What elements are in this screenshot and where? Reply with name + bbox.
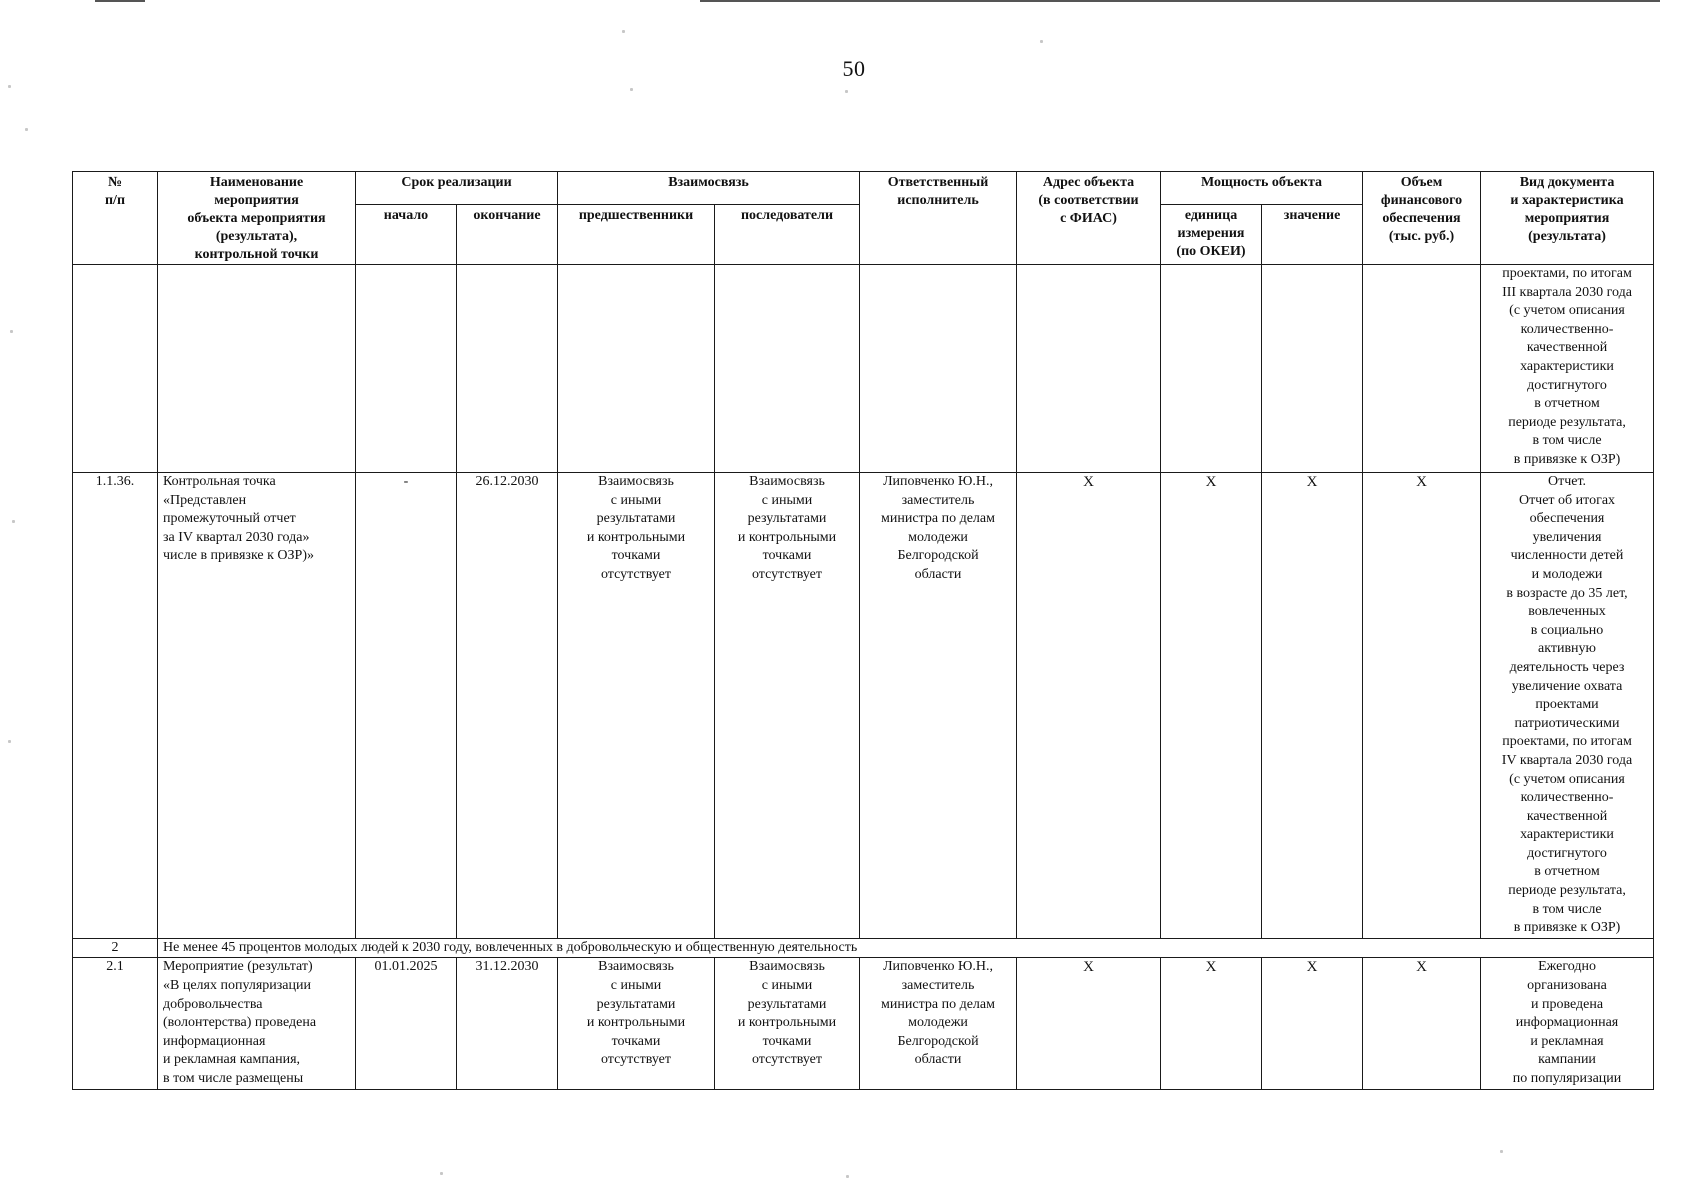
cell-unit: X — [1161, 958, 1262, 1089]
header-doc-type: Вид документа и характеристика мероприятия (результата) — [1481, 172, 1654, 265]
cell-num: 2.1 — [73, 958, 158, 1089]
header-num: № п/п — [73, 172, 158, 265]
header-name: Наименование мероприятия объекта мероприятия (результата), контрольной точки — [158, 172, 356, 265]
cell-finance: X — [1363, 473, 1481, 939]
cell-predecessors: Взаимосвязь с иными результатами и контрольными точками отсутствует — [558, 958, 715, 1089]
header-relation: Взаимосвязь — [558, 172, 860, 205]
header-executor: Ответственный исполнитель — [860, 172, 1017, 265]
table-row-1-1-36 — [73, 473, 1654, 939]
cell-predecessors: Взаимосвязь с иными результатами и контрольными точками отсутствует — [558, 473, 715, 939]
cell-doc: Отчет. Отчет об итогах обеспечения увеличения численности детей и молодежи в возрасте до 35 лет, вовлеченных в социально активную деятельность через увеличение охвата проектами патриотическими проектами, по итогам IV квартала 2030 года (с учетом описания количественно- качественной характеристики достигнутого в отчетном периоде результата, в том числе в привязке к ОЗР) — [1481, 473, 1654, 939]
header-predecessors: предшественники — [558, 205, 715, 265]
table-row-2 — [73, 938, 1654, 958]
cell-name: Мероприятие (результат) «В целях популяризации добровольчества (волонтерства) проведена информационная и рекламная кампания, в том числе размещены — [158, 958, 356, 1089]
cell-successors: Взаимосвязь с иными результатами и контрольными точками отсутствует — [715, 958, 860, 1089]
cell-finance: X — [1363, 958, 1481, 1089]
cell-start: - — [356, 473, 457, 939]
cell-executor: Липовченко Ю.Н., заместитель министра по делам молодежи Белгородской области — [860, 473, 1017, 939]
cell-doc: проектами, по итогам III квартала 2030 года (с учетом описания количественно- качественной характеристики достигнутого в отчетном периоде результата, в том числе в привязке к ОЗР) — [1481, 265, 1654, 473]
header-row-1 — [73, 172, 1654, 205]
table-row-2-1 — [73, 958, 1654, 1089]
cell-doc: Ежегодно организована и проведена информационная и рекламная кампании по популяризации — [1481, 958, 1654, 1089]
cell-value: X — [1262, 958, 1363, 1089]
cell-executor: Липовченко Ю.Н., заместитель министра по делам молодежи Белгородской области — [860, 958, 1017, 1089]
cell-num: 2 — [73, 938, 158, 958]
scan-top-border — [0, 0, 1708, 3]
page-number: 50 — [842, 56, 866, 81]
header-successors: последователи — [715, 205, 860, 265]
header-address: Адрес объекта (в соответствии с ФИАС) — [1017, 172, 1161, 265]
cell-value: X — [1262, 473, 1363, 939]
cell-start: 01.01.2025 — [356, 958, 457, 1089]
cell-end: 31.12.2030 — [457, 958, 558, 1089]
table-row-continuation — [73, 265, 1654, 473]
header-term: Срок реализации — [356, 172, 558, 205]
cell-unit: X — [1161, 473, 1262, 939]
header-value: значение — [1262, 205, 1363, 265]
cell-successors: Взаимосвязь с иными результатами и контрольными точками отсутствует — [715, 473, 860, 939]
cell-address: X — [1017, 473, 1161, 939]
section-title: Не менее 45 процентов молодых людей к 2030 году, вовлеченных в добровольческую и общественную деятельность — [158, 938, 1654, 958]
cell-address: X — [1017, 958, 1161, 1089]
cell-name: Контрольная точка «Представлен промежуточный отчет за IV квартал 2030 года» числе в привязке к ОЗР)» — [158, 473, 356, 939]
header-start: начало — [356, 205, 457, 265]
header-finance: Объем финансового обеспечения (тыс. руб.) — [1363, 172, 1481, 265]
plan-table — [72, 171, 1654, 1090]
cell-end: 26.12.2030 — [457, 473, 558, 939]
header-capacity: Мощность объекта — [1161, 172, 1363, 205]
header-unit: единица измерения (по ОКЕИ) — [1161, 205, 1262, 265]
cell-num: 1.1.36. — [73, 473, 158, 939]
header-end: окончание — [457, 205, 558, 265]
